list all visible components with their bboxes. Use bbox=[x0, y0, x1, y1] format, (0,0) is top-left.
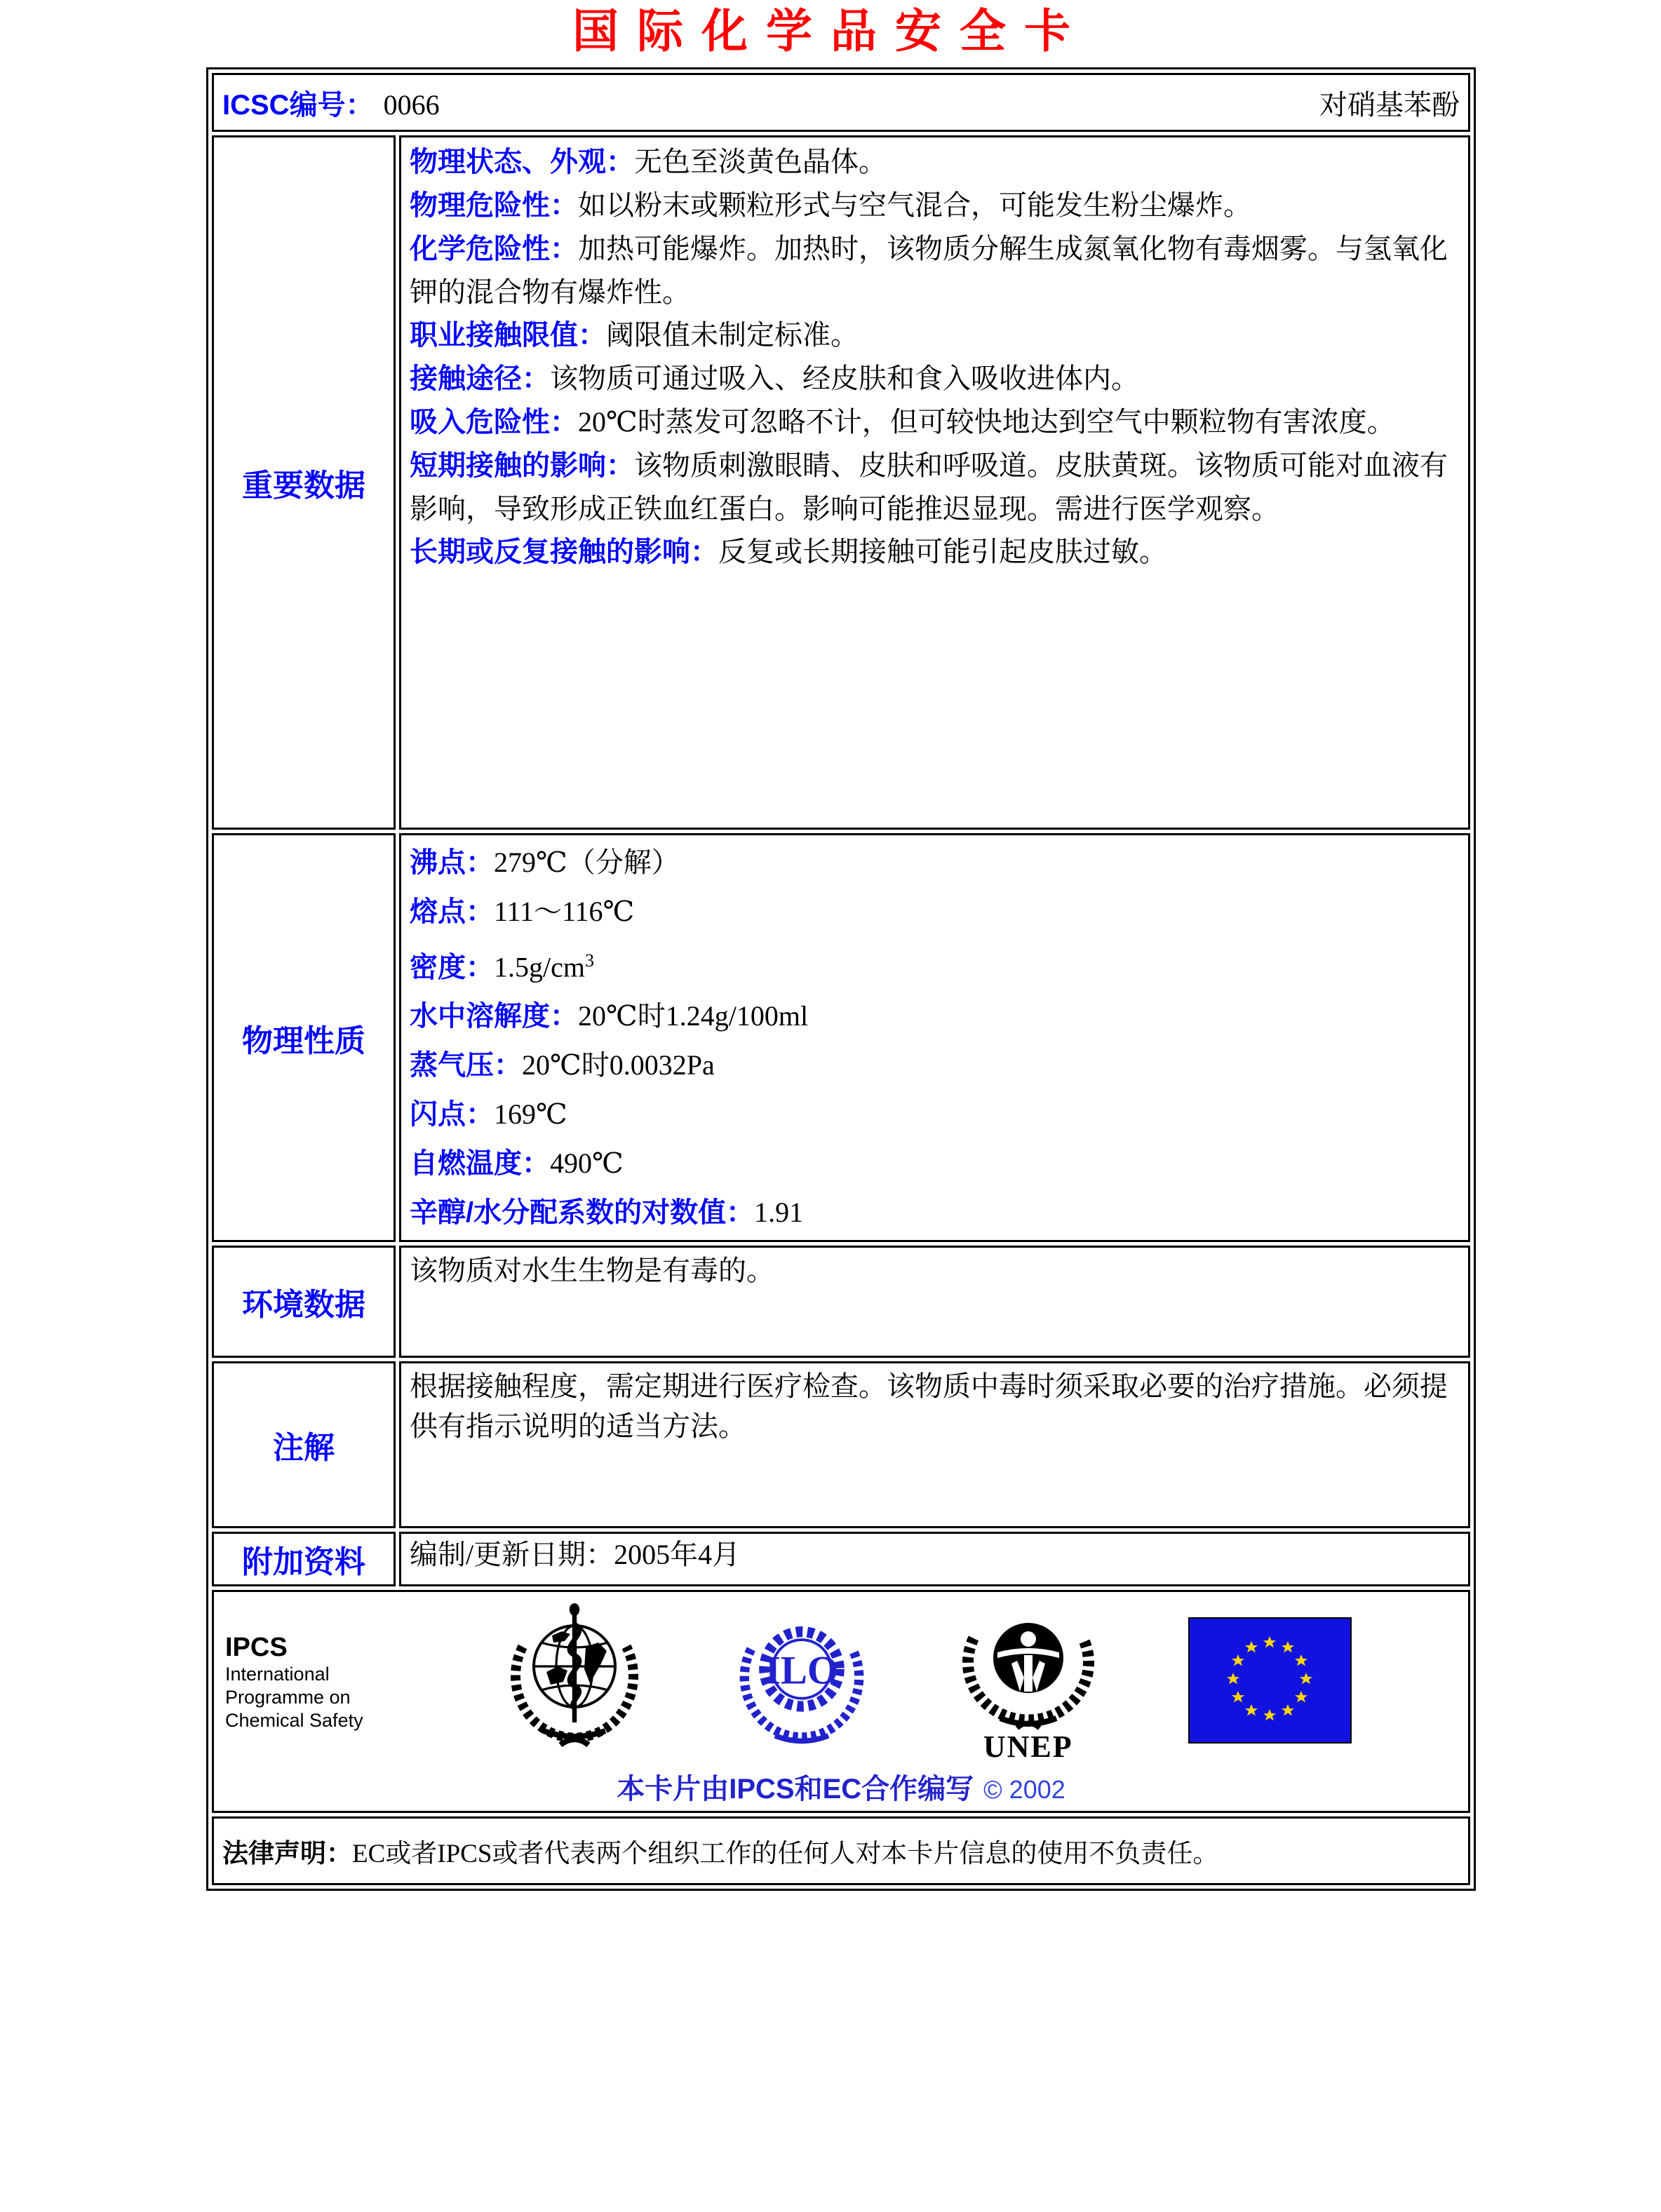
svg-text:ILO: ILO bbox=[765, 1649, 838, 1694]
logos-row bbox=[212, 1590, 1470, 1813]
section-content-physical-properties bbox=[399, 833, 1470, 1242]
entry-autoignition-temperature: 自燃温度：490℃ bbox=[410, 1147, 624, 1180]
entry-vapor-pressure: 蒸气压：20℃时0.0032Pa bbox=[410, 1049, 715, 1081]
entry-long-term-effects: 长期或反复接触的影响：反复或长期接触可能引起皮肤过敏。 bbox=[410, 536, 1167, 567]
entry-physical-state: 物理状态、外观：无色至淡黄色晶体。 bbox=[410, 146, 887, 177]
section-label-environmental-data: 环境数据 bbox=[212, 1246, 396, 1358]
notes-text: 根据接触程度，需定期进行医疗检查。该物质中毒时须采取必要的治疗措施。必须提供有指示说明的适当方法。 bbox=[410, 1370, 1448, 1443]
ipcs-line-1: International bbox=[225, 1664, 330, 1685]
environmental-data-text: 该物质对水生生物是有毒的。 bbox=[410, 1255, 774, 1287]
update-date-text: 编制/更新日期：2005年4月 bbox=[410, 1539, 741, 1571]
section-label-important-data: 重要数据 bbox=[212, 135, 396, 830]
section-content-additional-info bbox=[399, 1532, 1470, 1586]
chemical-name: 对硝基苯酚 bbox=[1319, 88, 1460, 121]
ipcs-line-2: Programme on bbox=[225, 1687, 351, 1708]
entry-short-term-effects: 短期接触的影响：该物质刺激眼睛、皮肤和呼吸道。皮肤黄斑。该物质可能对血液有影响，导致形成正铁血红蛋白。影响可能推迟显现。需进行医学观察。 bbox=[410, 450, 1448, 525]
important-data-row bbox=[212, 135, 1470, 830]
section-content-notes bbox=[399, 1361, 1470, 1528]
entry-flash-point: 闪点：169℃ bbox=[410, 1098, 567, 1131]
icsc-number-value: 0066 bbox=[383, 88, 440, 121]
additional-info-row bbox=[212, 1532, 1470, 1586]
section-label-physical-properties: 物理性质 bbox=[212, 833, 396, 1242]
entry-exposure-routes: 接触途径：该物质可通过吸入、经皮肤和食入吸收进体内。 bbox=[410, 363, 1139, 394]
ipcs-text-block bbox=[225, 1632, 415, 1732]
icsc-number-label: ICSC编号： bbox=[222, 89, 374, 121]
unep-logo-block bbox=[958, 1602, 1098, 1765]
page-title: 国际化学品安全卡 bbox=[572, 6, 1089, 58]
icsc-table bbox=[206, 67, 1476, 1891]
eu-flag-icon bbox=[1188, 1617, 1352, 1747]
entry-water-solubility: 水中溶解度：20℃时1.24g/100ml bbox=[410, 1000, 809, 1032]
logos-cell bbox=[212, 1590, 1470, 1813]
entry-octanol-water-partition: 辛醇/水分配系数的对数值：1.91 bbox=[410, 1196, 804, 1229]
entry-melting-point: 熔点：111～116℃ bbox=[410, 896, 635, 927]
entry-density: 密度：$1.5g/cm^3$ bbox=[410, 950, 594, 983]
section-label-notes: 注解 bbox=[212, 1361, 396, 1528]
legal-row bbox=[212, 1816, 1470, 1885]
unep-logo-icon bbox=[958, 1602, 1098, 1736]
who-logo-icon bbox=[504, 1599, 645, 1765]
section-label-additional-info: 附加资料 bbox=[212, 1532, 396, 1586]
cooperation-text: 本卡片由IPCS和EC合作编写 bbox=[617, 1774, 974, 1805]
ilo-logo-icon bbox=[735, 1609, 868, 1755]
cooperation-line bbox=[225, 1767, 1457, 1807]
density-exponent: 3 bbox=[584, 950, 594, 971]
legal-cell bbox=[212, 1816, 1470, 1885]
header-cell bbox=[212, 73, 1470, 132]
entry-occupational-limit: 职业接触限值：阈限值未制定标准。 bbox=[410, 319, 859, 351]
section-content-environmental-data bbox=[399, 1246, 1470, 1358]
ipcs-line-3: Chemical Safety bbox=[225, 1710, 363, 1732]
legal-label: 法律声明： bbox=[222, 1839, 352, 1868]
copyright-text: © 2002 bbox=[983, 1775, 1065, 1805]
environmental-data-row bbox=[212, 1246, 1470, 1358]
ipcs-title: IPCS bbox=[225, 1633, 288, 1663]
icsc-number-group bbox=[222, 83, 440, 123]
icsc-card-page bbox=[0, 4, 1661, 2212]
notes-row bbox=[212, 1361, 1470, 1528]
legal-text: EC或者IPCS或者代表两个组织工作的任何人对本卡片信息的使用不负责任。 bbox=[352, 1840, 1219, 1869]
entry-physical-hazard: 物理危险性：如以粉末或颗粒形式与空气混合，可能发生粉尘爆炸。 bbox=[410, 189, 1251, 221]
entry-boiling-point: 沸点：279℃（分解） bbox=[410, 847, 680, 878]
unep-wordmark: UNEP bbox=[983, 1729, 1073, 1765]
section-content-important-data bbox=[399, 135, 1470, 830]
entry-chemical-hazard: 化学危险性：加热可能爆炸。加热时，该物质分解生成氮氧化物有毒烟雾。与氢氧化钾的混合物有爆炸性。 bbox=[410, 233, 1448, 308]
entry-inhalation-risk: 吸入危险性：20℃时蒸发可忽略不计，但可较快地达到空气中颗粒物有害浓度。 bbox=[410, 406, 1395, 438]
physical-properties-row bbox=[212, 833, 1470, 1242]
header-row bbox=[212, 73, 1470, 132]
